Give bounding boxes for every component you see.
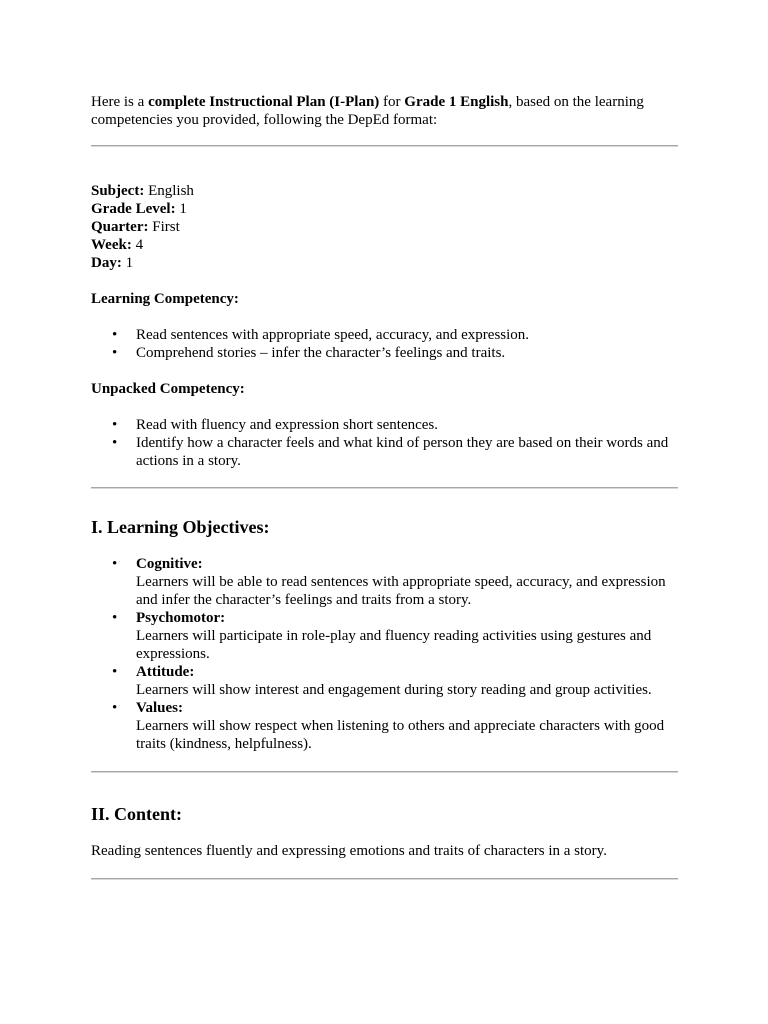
objective-text: Learners will show respect when listening to others and appreciate characters with good traits (kindness, helpfulness). xyxy=(136,718,665,752)
divider xyxy=(91,145,678,147)
objective-text: Learners will be able to read sentences with appropriate speed, accuracy, and expression and infer the character’s feelings and traits from a story. xyxy=(136,574,666,608)
meta-label: Quarter: xyxy=(91,219,149,235)
meta-label: Grade Level: xyxy=(91,201,176,217)
unpacked-competency-heading: Unpacked Competency: xyxy=(91,381,245,397)
list-item xyxy=(91,434,681,470)
list-item xyxy=(91,344,681,362)
list-item-text: Read with fluency and expression short sentences. xyxy=(136,417,438,433)
objective-item xyxy=(91,609,681,663)
meta-label: Subject: xyxy=(91,183,145,199)
meta-label: Week: xyxy=(91,237,132,253)
intro-paragraph xyxy=(91,93,681,129)
bullet-icon: • xyxy=(112,664,118,680)
divider xyxy=(91,487,678,489)
document-page xyxy=(91,93,681,880)
bullet-icon: • xyxy=(112,435,118,451)
content-text: Reading sentences fluently and expressing emotions and traits of characters in a story. xyxy=(91,843,607,859)
meta-week xyxy=(91,236,681,254)
meta-value: 1 xyxy=(175,201,187,217)
objective-label: Values: xyxy=(136,700,183,716)
meta-quarter xyxy=(91,218,681,236)
meta-day xyxy=(91,254,681,272)
bullet-icon: • xyxy=(112,327,118,343)
meta-grade-level xyxy=(91,200,681,218)
learning-competency-heading: Learning Competency: xyxy=(91,291,239,307)
objective-item xyxy=(91,699,681,753)
intro-mid: for xyxy=(379,94,405,110)
meta-value: 4 xyxy=(131,237,144,253)
intro-prefix: Here is a xyxy=(91,94,149,110)
objective-text: Learners will show interest and engagement during story reading and group activities. xyxy=(136,682,652,698)
meta-block xyxy=(91,182,681,272)
objective-label: Psychomotor: xyxy=(136,610,226,626)
objective-text: Learners will participate in role-play and fluency reading activities using gestures and expressions. xyxy=(136,628,652,662)
intro-grade-subject: Grade 1 English xyxy=(404,94,509,110)
objective-label: Cognitive: xyxy=(136,556,203,572)
intro-suffix: , based on the learning competencies you provided, following the DepEd format: xyxy=(91,94,644,128)
meta-value: English xyxy=(144,183,194,199)
bullet-icon: • xyxy=(112,345,118,361)
intro-plan-name: complete Instructional Plan (I-Plan) xyxy=(148,94,380,110)
bullet-icon: • xyxy=(112,700,118,716)
list-item-text: Read sentences with appropriate speed, accuracy, and expression. xyxy=(136,327,530,343)
objective-item xyxy=(91,663,681,699)
bullet-icon: • xyxy=(112,610,118,626)
learning-competency-list xyxy=(91,326,681,362)
divider xyxy=(91,771,678,773)
objectives-title: I. Learning Objectives: xyxy=(91,517,270,537)
bullet-icon: • xyxy=(112,417,118,433)
meta-subject xyxy=(91,182,681,200)
list-item-text: Comprehend stories – infer the character’s feelings and traits. xyxy=(136,345,506,361)
objective-item xyxy=(91,555,681,609)
divider xyxy=(91,878,678,880)
objective-label: Attitude: xyxy=(136,664,195,680)
list-item-text: Identify how a character feels and what kind of person they are based on their words and actions in a story. xyxy=(136,435,669,469)
unpacked-competency-list xyxy=(91,416,681,470)
meta-value: First xyxy=(148,219,180,235)
bullet-icon: • xyxy=(112,556,118,572)
content-title: II. Content: xyxy=(91,804,183,824)
objectives-list xyxy=(91,555,681,753)
meta-value: 1 xyxy=(121,255,134,271)
list-item xyxy=(91,416,681,434)
meta-label: Day: xyxy=(91,255,122,271)
list-item xyxy=(91,326,681,344)
